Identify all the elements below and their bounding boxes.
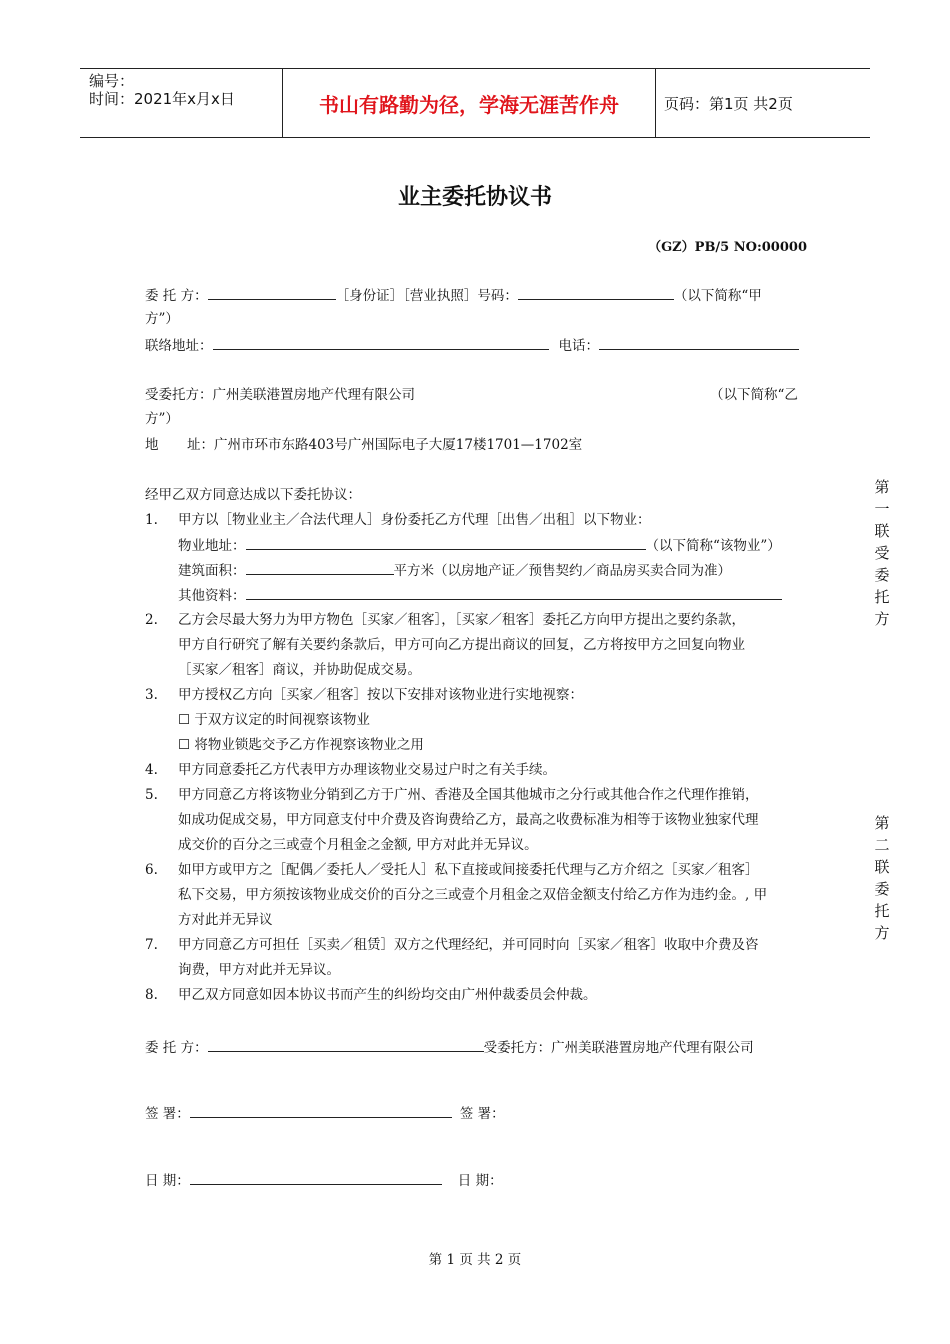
party-a-address-label: 联络地址： xyxy=(145,338,213,354)
other-info-label: 其他资料： xyxy=(178,588,246,604)
party-a-phone-label: 电话： xyxy=(558,338,599,354)
party-a-address-field[interactable] xyxy=(213,336,549,350)
header-table xyxy=(80,68,870,138)
clause-7-line-1: 甲方同意乙方可担任［买卖／租赁］双方之代理经纪，并可同时向［买家／租客］收取中介费及咨 xyxy=(178,937,759,953)
clause-1-address-line xyxy=(178,536,781,555)
clause-5-line-3: 成交价的百分之三或壹个月租金之金额, 甲方对此并无异议。 xyxy=(178,837,538,853)
clause-2-line-3: ［买家／租客］商议，并协助促成交易。 xyxy=(178,662,421,678)
clause-6-number: 6. xyxy=(145,862,158,878)
sign-party-line xyxy=(145,1038,754,1057)
party-a-alias: （以下简称“甲 xyxy=(673,288,762,304)
clause-6-line-2: 私下交易，甲方须按该物业成交价的百分之三或壹个月租金之双倍金额支付给乙方作为违约金。, 甲 xyxy=(178,887,768,903)
clause-2-number: 2. xyxy=(145,612,158,628)
party-a-id-field[interactable] xyxy=(518,286,674,300)
clause-8-number: 8. xyxy=(145,987,158,1003)
clause-1-text: 甲方以［物业业主／合法代理人］身份委托乙方代理［出售／出租］以下物业： xyxy=(178,512,651,528)
page-label: 页码：第1页 共2页 xyxy=(664,95,793,113)
clause-7-number: 7. xyxy=(145,937,158,953)
property-address-label: 物业地址： xyxy=(178,538,246,554)
date-line xyxy=(145,1171,503,1190)
clause-3-line-1: 甲方授权乙方向［买家／租客］按以下安排对该物业进行实地视察： xyxy=(178,687,583,703)
clause-1-other-line xyxy=(178,586,782,605)
clause-6-line-3: 方对此并无异议 xyxy=(178,912,273,928)
clause-3-number: 3. xyxy=(145,687,158,703)
clause-5-line-1: 甲方同意乙方将该物业分销到乙方于广州、香港及全国其他城市之分行或其他合作之代理作推销， xyxy=(178,787,759,803)
area-label: 建筑面积： xyxy=(178,563,246,579)
party-a-phone-field[interactable] xyxy=(599,336,799,350)
property-address-field[interactable] xyxy=(246,536,646,550)
clause-5-line-2: 如成功促成交易，甲方同意支付中介费及咨询费给乙方，最高之收费标准为相等于该物业独家代理 xyxy=(178,812,759,828)
sign-party-a-field[interactable] xyxy=(208,1038,484,1052)
motto: 书山有路勤为径，学海无涯苦作舟 xyxy=(282,69,656,137)
number-label: 编号： xyxy=(89,72,135,90)
clause-7-line-2: 询费，甲方对此并无异议。 xyxy=(178,962,340,978)
party-b-address-label: 地 xyxy=(145,437,159,453)
signature-b-label: 签 署： xyxy=(459,1106,505,1122)
clause-8-line-1: 甲乙双方同意如因本协议书而产生的纠纷均交由广州仲裁委员会仲裁。 xyxy=(178,987,597,1003)
time-label: 时间：2021年x月x日 xyxy=(89,90,235,108)
clause-1-number: 1. xyxy=(145,512,158,528)
side-copy-2: 第二联委托方 xyxy=(874,814,890,942)
party-b-label: 受委托方：广州美联港置房地产代理有限公司 xyxy=(145,387,415,403)
party-a-address-line xyxy=(145,336,799,355)
signature-line xyxy=(145,1104,505,1123)
clause-3-option-2[interactable]: ☐ 将物业锁匙交予乙方作视察该物业之用 xyxy=(178,737,424,753)
party-b-address: 址：广州市环市东路403号广州国际电子大厦17楼1701—1702室 xyxy=(187,437,583,453)
document-code: （GZ）PB/5 NO:00000 xyxy=(648,240,807,255)
party-b-alias-cont: 方”） xyxy=(145,411,179,427)
party-a-name-field[interactable] xyxy=(208,286,336,300)
sign-party-b-label: 受委托方：广州美联港置房地产代理有限公司 xyxy=(483,1040,754,1056)
intro-text: 经甲乙双方同意达成以下委托协议： xyxy=(145,487,361,503)
area-tail: 平方米（以房地产证／预售契约／商品房买卖合同为准） xyxy=(393,563,731,579)
area-field[interactable] xyxy=(246,561,394,575)
other-info-field[interactable] xyxy=(246,586,782,600)
clause-2-line-1: 乙方会尽最大努力为甲方物色［买家／租客］，［买家／租客］委托乙方向甲方提出之要约条款， xyxy=(178,612,745,628)
clause-4-line-1: 甲方同意委托乙方代表甲方办理该物业交易过户时之有关手续。 xyxy=(178,762,556,778)
clause-6-line-1: 如甲方或甲方之［配偶／委托人／受托人］私下直接或间接委托代理与乙方介绍之［买家／租客］ xyxy=(178,862,759,878)
signature-a-field[interactable] xyxy=(190,1104,452,1118)
property-address-alias: （以下简称“该物业”） xyxy=(645,538,781,554)
clause-5-number: 5. xyxy=(145,787,158,803)
date-a-field[interactable] xyxy=(190,1171,442,1185)
date-a-label: 日 期： xyxy=(145,1173,190,1189)
sign-party-a-label: 委 托 方： xyxy=(145,1040,208,1056)
page-footer: 第 1 页 共 2 页 xyxy=(428,1252,522,1268)
party-a-label: 委 托 方： xyxy=(145,288,208,304)
party-a-id-label: ［身份证］［营业执照］号码： xyxy=(335,288,518,304)
clause-4-number: 4. xyxy=(145,762,158,778)
signature-a-label: 签 署： xyxy=(145,1106,190,1122)
clause-2-line-2: 甲方自行研究了解有关要约条款后，甲方可向乙方提出商议的回复，乙方将按甲方之回复向物业 xyxy=(178,637,745,653)
clause-3-option-1[interactable]: ☐ 于双方议定的时间视察该物业 xyxy=(178,712,370,728)
party-a-line xyxy=(145,286,762,305)
clause-1-area-line xyxy=(178,561,731,580)
party-b-alias: （以下简称“乙 xyxy=(710,387,798,403)
document-title: 业主委托协议书 xyxy=(397,185,552,210)
party-a-alias-cont: 方”） xyxy=(145,311,179,327)
header-left-cell xyxy=(89,72,279,108)
side-copy-1: 第一联受委托方 xyxy=(874,478,890,628)
date-b-label: 日 期： xyxy=(457,1173,503,1189)
